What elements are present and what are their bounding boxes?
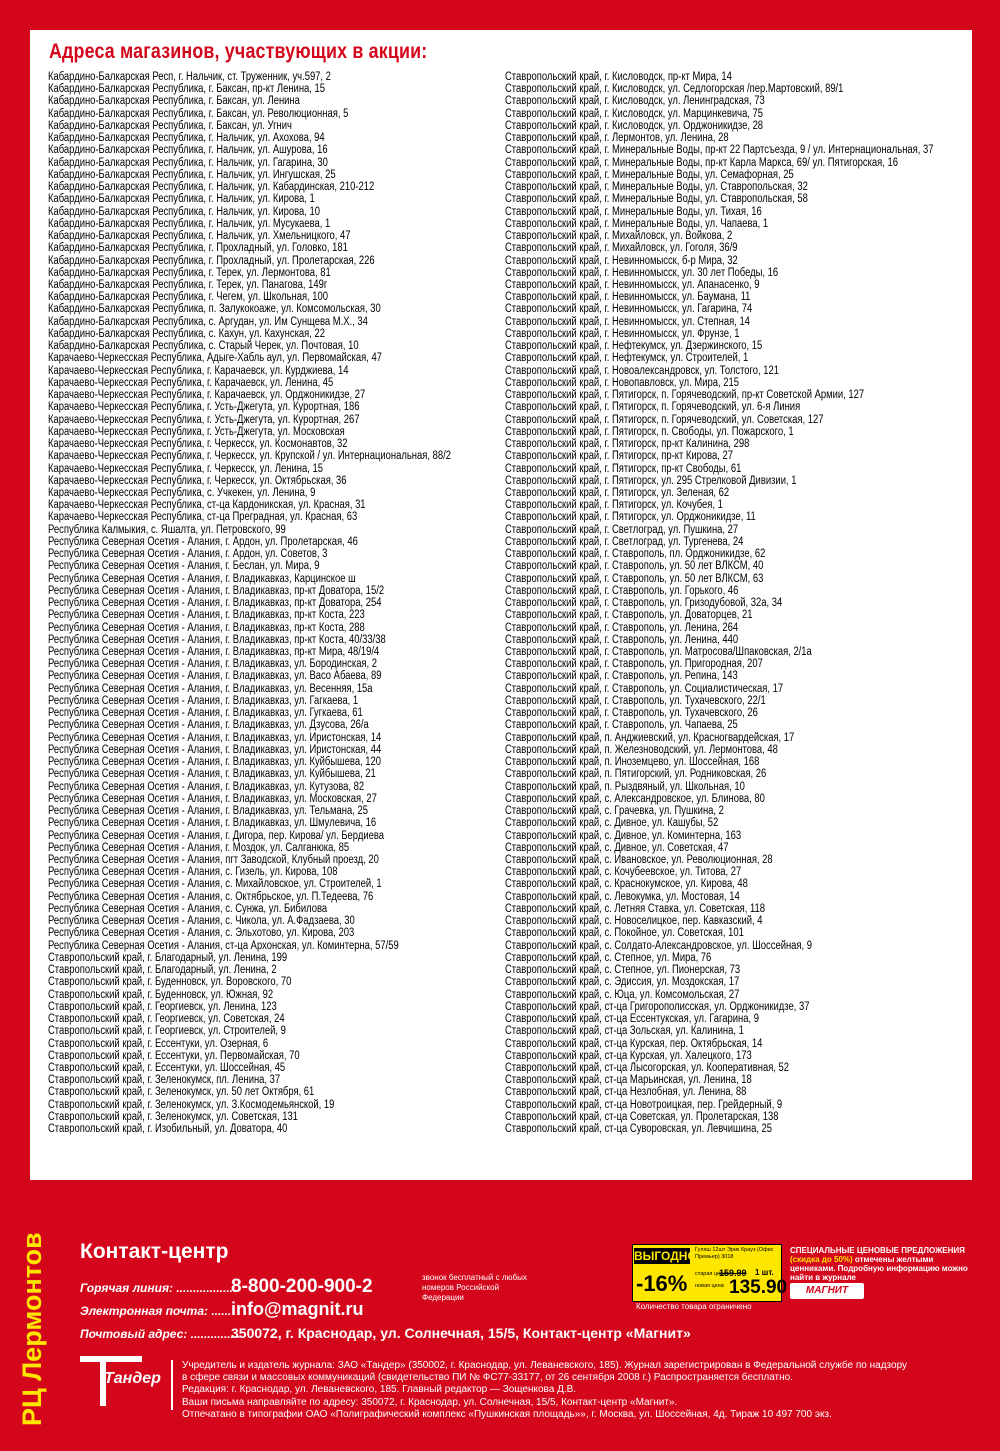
address-item: Карачаево-Черкесская Республика, ст-ца Кардоникская, ул. Красная, 31 xyxy=(48,499,366,512)
imprint xyxy=(182,1360,982,1421)
email-label: Электронная почта: ...... xyxy=(80,1304,232,1318)
address-item: Карачаево-Черкесская Республика, ст-ца Преградная, ул. Красная, 63 xyxy=(48,511,358,524)
imprint-line: Учредитель и издатель журнала: ЗАО «Тандер» (350002, г. Краснодар, ул. Леваневского, 185). Журнал зарегистрирован в Федеральной службе по надзору xyxy=(182,1360,908,1371)
address-item: Ставропольский край, г. Нефтекумск, ул. Строителей, 1 xyxy=(505,352,749,365)
address-item: Ставропольский край, г. Ставрополь, ул. Матросова/Шпаковская, 2/1а xyxy=(505,646,812,659)
address-item: Ставропольский край, с. Краснокумское, ул. Кирова, 48 xyxy=(505,878,748,891)
address-item: Ставропольский край, г. Кисловодск, пр-кт Мира, 14 xyxy=(505,71,732,83)
address-item: Республика Северная Осетия - Алания, ст-ца Архонская, ул. Коминтерна, 57/59 xyxy=(48,939,399,952)
address-item: Республика Северная Осетия - Алания, г. Владикавказ, пр-кт Доватора, 254 xyxy=(48,597,382,610)
address-item: Ставропольский край, с. Дивное, ул. Кашубы, 52 xyxy=(505,817,719,830)
address-item: Карачаево-Черкесская Республика, г. Черкесск, ул. Ленина, 15 xyxy=(48,462,323,475)
address-item: Ставропольский край, г. Георгиевск, ул. Строителей, 9 xyxy=(48,1025,286,1038)
address-item: Кабардино-Балкарская Респ, г. Нальчик, ст. Труженник, уч.597, 2 xyxy=(48,71,331,83)
special-body: отмечены желтыми ценниками. Подробную информацию можно найти в журнале xyxy=(790,1255,968,1282)
address-item: Ставропольский край, г. Михайловск, ул. Войкова, 2 xyxy=(505,230,733,243)
address-item: Ставропольский край, г. Ставрополь, ул. 50 лет ВЛКСМ, 63 xyxy=(505,572,764,585)
address-item: Карачаево-Черкесская Республика, г. Карачаевск, ул. Орджоникидзе, 27 xyxy=(48,389,366,402)
address-item: Ставропольский край, г. Минеральные Воды, пр-кт Карла Маркса, 69/ ул. Пятигорская, 16 xyxy=(505,156,899,169)
address-item: Ставропольский край, г. Ставрополь, ул. 50 лет ВЛКСМ, 40 xyxy=(505,560,764,573)
special-offers-text xyxy=(790,1246,970,1282)
address-item: Ставропольский край, г. Пятигорск, ул. Кочубея, 1 xyxy=(505,499,723,512)
address-item: Ставропольский край, г. Георгиевск, ул. Советская, 24 xyxy=(48,1013,285,1026)
address-item: Ставропольский край, г. Невинномысск, ул. Баумана, 11 xyxy=(505,291,751,304)
address-item: Кабардино-Балкарская Республика, г. Нальчик, ул. Ахохова, 94 xyxy=(48,132,325,145)
special-title: СПЕЦИАЛЬНЫЕ ЦЕНОВЫЕ ПРЕДЛОЖЕНИЯ xyxy=(790,1246,965,1255)
address-item: Республика Северная Осетия - Алания, с. Гизель, ул. Кирова, 108 xyxy=(48,866,338,879)
address-item: Республика Северная Осетия - Алания, г. Владикавказ, пр-кт Коста, 288 xyxy=(48,621,365,634)
address-item: Ставропольский край, ст-ца Новотроицкая, пер. Грейдерный, 9 xyxy=(505,1098,783,1111)
address-item: Ставропольский край, г. Изобильный, ул. Доватора, 40 xyxy=(48,1123,288,1136)
page-title: Адреса магазинов, участвующих в акции: xyxy=(49,40,428,63)
address-item: Ставропольский край, п. Иноземцево, ул. Шоссейная, 168 xyxy=(505,756,760,769)
address-item: Ставропольский край, г. Ставрополь, ул. Чапаева, 25 xyxy=(505,719,738,732)
address-item: Ставропольский край, с. Летняя Ставка, ул. Советская, 118 xyxy=(505,902,766,915)
address-item: Ставропольский край, с. Покойное, ул. Советская, 101 xyxy=(505,927,744,940)
address-item: Республика Северная Осетия - Алания, г. Владикавказ, ул. Куйбышева, 21 xyxy=(48,768,376,781)
address-item: Ставропольский край, п. Пятигорский, ул. Родниковская, 26 xyxy=(505,768,767,781)
address-item: Кабардино-Балкарская Республика, г. Терек, ул. Панагова, 149г xyxy=(48,278,328,291)
address-item: Республика Калмыкия, с. Яшалта, ул. Петровского, 99 xyxy=(48,523,286,536)
address-item: Ставропольский край, г. Невинномысск, ул. Степная, 14 xyxy=(505,315,750,328)
address-item: Ставропольский край, г. Пятигорск, пр-кт Калинина, 298 xyxy=(505,438,750,451)
address-item: Кабардино-Балкарская Республика, г. Нальчик, ул. Мусукаева, 1 xyxy=(48,217,331,230)
address-item: Ставропольский край, г. Невинномысск, ул. 30 лет Победы, 16 xyxy=(505,266,779,279)
distribution-center-label: РЦ Лермонтов xyxy=(17,1232,47,1426)
address-item: Ставропольский край, г. Минеральные Воды, ул. Ставропольская, 32 xyxy=(505,181,808,194)
address-item: Ставропольский край, г. Пятигорск, ул. 295 Стрелковой Дивизии, 1 xyxy=(505,474,797,487)
address-item: Республика Северная Осетия - Алания, г. Владикавказ, ул. Шмулевича, 16 xyxy=(48,817,377,830)
address-item: Кабардино-Балкарская Республика, г. Нальчик, ул. Хмельницкого, 47 xyxy=(48,230,351,243)
address-item: Республика Северная Осетия - Алания, г. Владикавказ, ул. Московская, 27 xyxy=(48,792,377,805)
address-item: Ставропольский край, г. Кисловодск, ул. Седлогорская /пер.Мартовский, 89/1 xyxy=(505,83,844,96)
address-item: Ставропольский край, ст-ца Курская, ул. Халецкого, 173 xyxy=(505,1049,752,1062)
address-item: Кабардино-Балкарская Республика, г. Нальчик, ул. Кирова, 1 xyxy=(48,193,315,206)
address-item: Кабардино-Балкарская Республика, г. Нальчик, ул. Кабардинская, 210-212 xyxy=(48,181,375,194)
limited-quantity-note: Количество товара ограничено xyxy=(636,1302,752,1311)
address-item: Ставропольский край, г. Нефтекумск, ул. Дзержинского, 15 xyxy=(505,340,763,353)
address-sheet xyxy=(30,30,972,1180)
address-item: Ставропольский край, г. Ставрополь, ул. Ленина, 440 xyxy=(505,633,739,646)
address-item: Ставропольский край, с. Ивановское, ул. Революционная, 28 xyxy=(505,854,773,866)
address-item: Ставропольский край, г. Зеленокумск, ул. Советская, 131 xyxy=(48,1110,298,1123)
address-item: Ставропольский край, г. Ессентуки, ул. Озерная, 6 xyxy=(48,1037,269,1050)
promo-product: Гуляш 12шт Эрик Крауз (Офис Премьер) 3018 xyxy=(695,1247,774,1260)
address-item: Ставропольский край, г. Благодарный, ул. Ленина, 2 xyxy=(48,964,277,977)
promo-new-label: новая цена xyxy=(695,1283,724,1289)
contact-center-title: Контакт-центр xyxy=(80,1240,229,1263)
address-item: Республика Северная Осетия - Алания, пгт Заводской, Клубный проезд, 20 xyxy=(48,854,379,866)
address-item: Ставропольский край, г. Благодарный, ул. Ленина, 199 xyxy=(48,951,288,964)
hotline-row xyxy=(80,1276,373,1298)
address-item: Ставропольский край, ст-ца Незлобная, ул. Ленина, 88 xyxy=(505,1086,747,1099)
address-item: Ставропольский край, г. Ставрополь, ул. Гризодубовой, 32а, 34 xyxy=(505,597,783,610)
address-item: Республика Северная Осетия - Алания, с. Сунжа, ул. Бибилова xyxy=(48,902,328,915)
address-item: Ставропольский край, ст-ца Суворовская, ул. Левчишина, 25 xyxy=(505,1123,773,1136)
address-item: Ставропольский край, г. Кисловодск, ул. Марцинкевича, 75 xyxy=(505,107,764,120)
post-address: 350072, г. Краснодар, ул. Солнечная, 15/5, Контакт-центр «Магнит» xyxy=(231,1325,691,1341)
address-item: Ставропольский край, г. Невинномысск, б-р Мира, 32 xyxy=(505,254,738,267)
address-item: Кабардино-Балкарская Республика, с. Кахун, ул. Кахунская, 22 xyxy=(48,327,325,340)
address-item: Республика Северная Осетия - Алания, г. Владикавказ, пр-кт Доватора, 15/2 xyxy=(48,584,385,597)
address-item: Ставропольский край, с. Левокумка, ул. Мостовая, 14 xyxy=(505,890,740,903)
address-item: Республика Северная Осетия - Алания, г. Владикавказ, пр-кт Коста, 40/33/38 xyxy=(48,633,386,646)
address-item: Ставропольский край, г. Ставрополь, ул. Пригородная, 207 xyxy=(505,658,763,671)
hotline-number[interactable]: 8-800-200-900-2 xyxy=(231,1276,373,1297)
address-item: Ставропольский край, ст-ца Лысогорская, ул. Кооперативная, 52 xyxy=(505,1061,790,1074)
address-item: Республика Северная Осетия - Алания, г. Владикавказ, ул. Иристонская, 44 xyxy=(48,743,382,756)
address-item: Кабардино-Балкарская Республика, г. Нальчик, ул. Ашурова, 16 xyxy=(48,144,328,157)
address-item: Карачаево-Черкесская Республика, г. Черкесск, ул. Космонавтов, 32 xyxy=(48,438,348,451)
address-item: Кабардино-Балкарская Республика, г. Прохладный, ул. Головко, 181 xyxy=(48,242,348,255)
address-list-left xyxy=(48,71,518,1135)
address-item: Ставропольский край, п. Железноводский, ул. Лермонтова, 48 xyxy=(505,743,778,756)
address-item: Ставропольский край, с. Новоселицкое, пер. Кавказский, 4 xyxy=(505,915,763,928)
address-item: Кабардино-Балкарская Республика, г. Чегем, ул. Школьная, 100 xyxy=(48,291,329,304)
address-item: Ставропольский край, г. Минеральные Воды, ул. Тихая, 16 xyxy=(505,205,762,218)
promo-old-price: 159.99 xyxy=(719,1268,747,1278)
address-item: Ставропольский край, с. Юца, ул. Комсомольская, 27 xyxy=(505,988,740,1001)
address-item: Кабардино-Балкарская Республика, г. Нальчик, ул. Кирова, 10 xyxy=(48,205,320,218)
address-item: Ставропольский край, г. Ессентуки, ул. Шоссейная, 45 xyxy=(48,1061,286,1074)
address-item: Ставропольский край, г. Светлоград, ул. Пушкина, 27 xyxy=(505,523,739,536)
address-item: Республика Северная Осетия - Алания, г. Владикавказ, ул. Кутузова, 82 xyxy=(48,780,365,793)
address-item: Ставропольский край, г. Светлоград, ул. Тургенева, 24 xyxy=(505,535,744,548)
address-item: Кабардино-Балкарская Республика, п. Залукокоаже, ул. Комсомольская, 30 xyxy=(48,303,381,316)
address-item: Республика Северная Осетия - Алания, г. Владикавказ, ул. Куйбышева, 120 xyxy=(48,756,382,769)
promo-discount: -16% xyxy=(636,1271,688,1296)
address-item: Ставропольский край, г. Ставрополь, ул. Доваторцев, 21 xyxy=(505,609,753,622)
address-item: Республика Северная Осетия - Алания, г. Владикавказ, ул. Иристонская, 14 xyxy=(48,731,382,744)
sample-price-tag xyxy=(632,1244,788,1302)
address-item: Ставропольский край, с. Дивное, ул. Коминтерна, 163 xyxy=(505,829,742,842)
address-item: Ставропольский край, г. Ставрополь, пл. Орджоникидзе, 62 xyxy=(505,548,766,561)
address-item: Карачаево-Черкесская Республика, г. Усть-Джегута, ул. Курортная, 186 xyxy=(48,401,360,414)
magnit-logo: МАГНИТ xyxy=(790,1283,864,1299)
imprint-line: Редакция: г. Краснодар, ул. Леваневского, 185. Главный редактор — Зощенкова Д.В. xyxy=(182,1384,577,1396)
address-item: Карачаево-Черкесская Республика, г. Усть-Джегута, ул. Московская xyxy=(48,425,345,438)
address-item: Карачаево-Черкесская Республика, Адыге-Хабль аул, ул. Первомайская, 47 xyxy=(48,352,382,365)
address-item: Ставропольский край, ст-ца Курская, пер. Октябрьская, 14 xyxy=(505,1037,763,1050)
address-item: Республика Северная Осетия - Алания, г. Владикавказ, ул. Бородинская, 2 xyxy=(48,658,378,671)
address-item: Республика Северная Осетия - Алания, г. Владикавказ, пр-кт Мира, 48/19/4 xyxy=(48,646,380,659)
address-item: Карачаево-Черкесская Республика, г. Черкесск, ул. Октябрьская, 36 xyxy=(48,474,347,487)
address-item: Карачаево-Черкесская Республика, г. Карачаевск, ул. Курджиева, 14 xyxy=(48,364,349,377)
post-label: Почтовый адрес: ............... xyxy=(80,1327,241,1341)
address-item: Ставропольский край, с. Степное, ул. Пионерская, 73 xyxy=(505,964,741,977)
tander-logo-word: Тандер xyxy=(104,1370,161,1387)
address-item: Ставропольский край, г. Невинномысск, ул. Фрунзе, 1 xyxy=(505,327,740,340)
address-item: Карачаево-Черкесская Республика, с. Учкекен, ул. Ленина, 9 xyxy=(48,486,316,499)
address-item: Ставропольский край, г. Ставрополь, ул. Горького, 46 xyxy=(505,584,739,597)
address-item: Ставропольский край, с. Эдиссия, ул. Моздокская, 17 xyxy=(505,976,740,989)
address-item: Ставропольский край, ст-ца Марьинская, ул. Ленина, 18 xyxy=(505,1074,752,1087)
address-item: Ставропольский край, г. Пятигорск, ул. Зеленая, 62 xyxy=(505,486,730,499)
address-item: Ставропольский край, г. Михайловск, ул. Гоголя, 36/9 xyxy=(505,242,738,255)
address-item: Ставропольский край, г. Пятигорск, пр-кт Свободы, 61 xyxy=(505,462,742,475)
address-item: Республика Северная Осетия - Алания, г. Владикавказ, пр-кт Коста, 223 xyxy=(48,609,365,622)
address-item: Ставропольский край, г. Ессентуки, ул. Первомайская, 70 xyxy=(48,1049,300,1062)
address-item: Республика Северная Осетия - Алания, г. Владикавказ, ул. Весенняя, 15а xyxy=(48,682,373,695)
address-item: Ставропольский край, г. Георгиевск, ул. Ленина, 123 xyxy=(48,1000,277,1013)
address-item: Республика Северная Осетия - Алания, г. Владикавказ, ул. Дзусова, 26/а xyxy=(48,719,369,732)
address-item: Ставропольский край, г. Пятигорск, п. Свободы, ул. Пожарского, 1 xyxy=(505,425,794,438)
address-item: Ставропольский край, г. Пятигорск, ул. Орджоникидзе, 11 xyxy=(505,511,756,524)
address-item: Ставропольский край, г. Минеральные Воды, пр-кт 22 Партсъезда, 9 / ул. Интернациональная, 37 xyxy=(505,144,934,157)
address-item: Ставропольский край, г. Минеральные Воды, ул. Ставропольская, 58 xyxy=(505,193,808,206)
imprint-line: Ваши письма направляйте по адресу: 350072, г. Краснодар, ул. Солнечная, 15/5, Контакт-центр «Магнит». xyxy=(182,1396,678,1408)
hotline-note: звонок бесплатный с любых номеров Российской Федерации xyxy=(422,1273,527,1302)
address-item: Ставропольский край, г. Невинномысск, ул. Гагарина, 74 xyxy=(505,303,753,316)
email-row xyxy=(80,1299,364,1320)
address-item: Ставропольский край, г. Пятигорск, п. Горячеводский, пр-кт Советской Армии, 127 xyxy=(505,389,865,402)
address-item: Ставропольский край, г. Зеленокумск, пл. Ленина, 37 xyxy=(48,1074,281,1087)
address-item: Республика Северная Осетия - Алания, г. Ардон, ул. Советов, 3 xyxy=(48,548,328,561)
address-item: Ставропольский край, г. Новоалександровск, ул. Толстого, 121 xyxy=(505,364,779,377)
address-item: Ставропольский край, с. Степное, ул. Мира, 76 xyxy=(505,951,712,964)
hotline-label: Горячая линия: .................. xyxy=(80,1281,237,1295)
address-item: Республика Северная Осетия - Алания, с. Михайловское, ул. Строителей, 1 xyxy=(48,878,382,891)
address-item: Республика Северная Осетия - Алания, г. Дигора, пер. Кирова/ ул. Бердиева xyxy=(48,829,384,842)
address-item: Республика Северная Осетия - Алания, г. Владикавказ, ул. Гагкаева, 1 xyxy=(48,694,359,707)
address-item: Кабардино-Балкарская Республика, г. Нальчик, ул. Ингушская, 25 xyxy=(48,168,336,181)
address-item: Ставропольский край, г. Зеленокумск, ул. З.Космодемьянской, 19 xyxy=(48,1098,335,1111)
address-item: Карачаево-Черкесская Республика, г. Черкесск, ул. Крупской / ул. Интернациональная, 88/2 xyxy=(48,450,451,463)
address-item: Ставропольский край, п. Анджиевский, ул. Красногвардейская, 17 xyxy=(505,731,795,744)
address-item: Ставропольский край, г. Ставрополь, ул. Ленина, 264 xyxy=(505,621,739,634)
address-item: Ставропольский край, ст-ца Григорополисская, ул. Орджоникидзе, 37 xyxy=(505,1000,810,1013)
address-item: Кабардино-Балкарская Республика, г. Баксан, ул. Ленина xyxy=(48,95,300,108)
address-item: Ставропольский край, ст-ца Зольская, ул. Калинина, 1 xyxy=(505,1025,744,1038)
address-item: Карачаево-Черкесская Республика, г. Карачаевск, ул. Ленина, 45 xyxy=(48,376,334,389)
address-item: Кабардино-Балкарская Республика, с. Аргудан, ул. Им Сунщева М.Х., 34 xyxy=(48,315,368,328)
address-item: Ставропольский край, г. Ставрополь, ул. Тухачевского, 26 xyxy=(505,707,758,720)
address-item: Ставропольский край, с. Грачевка, ул. Пушкина, 2 xyxy=(505,805,724,818)
address-item: Ставропольский край, г. Пятигорск, пр-кт Кирова, 27 xyxy=(505,450,734,463)
imprint-line: Отпечатано в типографии ОАО «Полиграфический комплекс «Пушкинская площадь»», г. Москва, ул. Шоссейная, 4д. Тираж 10 497 700 экз. xyxy=(182,1408,832,1420)
address-item: Карачаево-Черкесская Республика, г. Усть-Джегута, ул. Курортная, 267 xyxy=(48,413,360,426)
tander-logo-bar xyxy=(80,1356,142,1362)
address-item: Республика Северная Осетия - Алания, г. Владикавказ, Карцинское ш xyxy=(48,572,356,585)
address-item: Ставропольский край, г. Зеленокумск, ул. 50 лет Октября, 61 xyxy=(48,1086,315,1099)
promo-tag: ВЫГОДНО xyxy=(634,1249,697,1263)
address-item: Ставропольский край, с. Солдато-Александровское, ул. Шоссейная, 9 xyxy=(505,939,813,952)
address-item: Ставропольский край, г. Ставрополь, ул. Социалистическая, 17 xyxy=(505,682,784,695)
address-item: Ставропольский край, г. Кисловодск, ул. Орджоникидзе, 28 xyxy=(505,119,764,132)
address-item: Республика Северная Осетия - Алания, г. Моздок, ул. Салганюка, 85 xyxy=(48,841,350,854)
address-item: Ставропольский край, г. Новопавловск, ул. Мира, 215 xyxy=(505,376,739,389)
address-item: Ставропольский край, г. Кисловодск, ул. Ленинградская, 73 xyxy=(505,95,765,108)
address-item: Ставропольский край, г. Буденновск, ул. Южная, 92 xyxy=(48,988,274,1001)
address-item: Ставропольский край, г. Невинномысск, ул. Апанасенко, 9 xyxy=(505,278,760,291)
address-item: Ставропольский край, ст-ца Советская, ул. Пролетарская, 138 xyxy=(505,1110,779,1123)
address-item: Ставропольский край, с. Александровское, ул. Блинова, 80 xyxy=(505,792,765,805)
address-item: Республика Северная Осетия - Алания, с. Октябрьское, ул. П.Тедеева, 76 xyxy=(48,890,374,903)
address-item: Кабардино-Балкарская Республика, г. Прохладный, ул. Пролетарская, 226 xyxy=(48,254,375,267)
address-item: Кабардино-Балкарская Республика, с. Старый Черек, ул. Почтовая, 10 xyxy=(48,340,359,353)
address-item: Республика Северная Осетия - Алания, г. Владикавказ, ул. Тельмана, 25 xyxy=(48,805,368,818)
imprint-line: в сфере связи и массовых коммуникаций (свидетельство ПИ № ФС77-33177, от 26 сентября 2008 г.) Распространяется бесплатно. xyxy=(182,1372,793,1384)
tander-logo xyxy=(80,1356,160,1408)
special-highlight: (скидка до 50%) xyxy=(790,1255,853,1264)
address-item: Ставропольский край, г. Пятигорск, п. Горячеводский, ул. Советская, 127 xyxy=(505,413,824,426)
address-item: Ставропольский край, ст-ца Ессентукская, ул. Гагарина, 9 xyxy=(505,1013,759,1026)
address-item: Республика Северная Осетия - Алания, г. Владикавказ, ул. Васо Абаева, 89 xyxy=(48,670,382,683)
address-item: Ставропольский край, с. Дивное, ул. Советская, 47 xyxy=(505,841,729,854)
address-item: Ставропольский край, с. Кочубеевское, ул. Титова, 27 xyxy=(505,866,742,879)
address-item: Ставропольский край, г. Пятигорск, п. Горячеводский, ул. 6-я Линия xyxy=(505,401,801,414)
address-item: Ставропольский край, п. Рыздвяный, ул. Школьная, 10 xyxy=(505,780,745,793)
post-row xyxy=(80,1325,691,1343)
address-item: Ставропольский край, г. Минеральные Воды, ул. Чапаева, 1 xyxy=(505,217,769,230)
address-item: Республика Северная Осетия - Алания, г. Ардон, ул. Пролетарская, 46 xyxy=(48,535,358,548)
address-item: Ставропольский край, г. Ставрополь, ул. Тухачевского, 22/1 xyxy=(505,694,766,707)
address-item: Ставропольский край, г. Ставрополь, ул. Репина, 143 xyxy=(505,670,738,683)
email-link[interactable]: info@magnit.ru xyxy=(231,1299,364,1319)
address-list-right xyxy=(505,71,975,1135)
address-item: Республика Северная Осетия - Алания, с. Эльхотово, ул. Кирова, 203 xyxy=(48,927,355,940)
address-item: Кабардино-Балкарская Республика, г. Баксан, ул. Угнич xyxy=(48,119,292,132)
promo-new-price: 135.90 xyxy=(729,1277,788,1298)
promo-quantity: 1 шт. xyxy=(755,1268,774,1277)
address-item: Кабардино-Балкарская Республика, г. Баксан, пр-кт Ленина, 15 xyxy=(48,83,326,96)
address-item: Кабардино-Балкарская Республика, г. Баксан, ул. Революционная, 5 xyxy=(48,107,349,120)
address-item: Ставропольский край, г. Лермонтов, ул. Ленина, 28 xyxy=(505,132,729,145)
address-item: Республика Северная Осетия - Алания, г. Беслан, ул. Мира, 9 xyxy=(48,560,320,573)
promo-old-label: старая цена xyxy=(695,1271,727,1277)
address-item: Ставропольский край, г. Буденновск, ул. Воровского, 70 xyxy=(48,976,292,989)
footer-divider xyxy=(171,1360,173,1410)
address-item: Республика Северная Осетия - Алания, с. Чикола, ул. А.Фадзаева, 30 xyxy=(48,915,355,928)
address-item: Кабардино-Балкарская Республика, г. Нальчик, ул. Гагарина, 30 xyxy=(48,156,328,169)
address-item: Республика Северная Осетия - Алания, г. Владикавказ, ул. Гугкаева, 61 xyxy=(48,707,363,720)
address-item: Кабардино-Балкарская Республика, г. Терек, ул. Лермонтова, 81 xyxy=(48,266,331,279)
address-item: Ставропольский край, г. Минеральные Воды, ул. Семафорная, 25 xyxy=(505,168,794,181)
